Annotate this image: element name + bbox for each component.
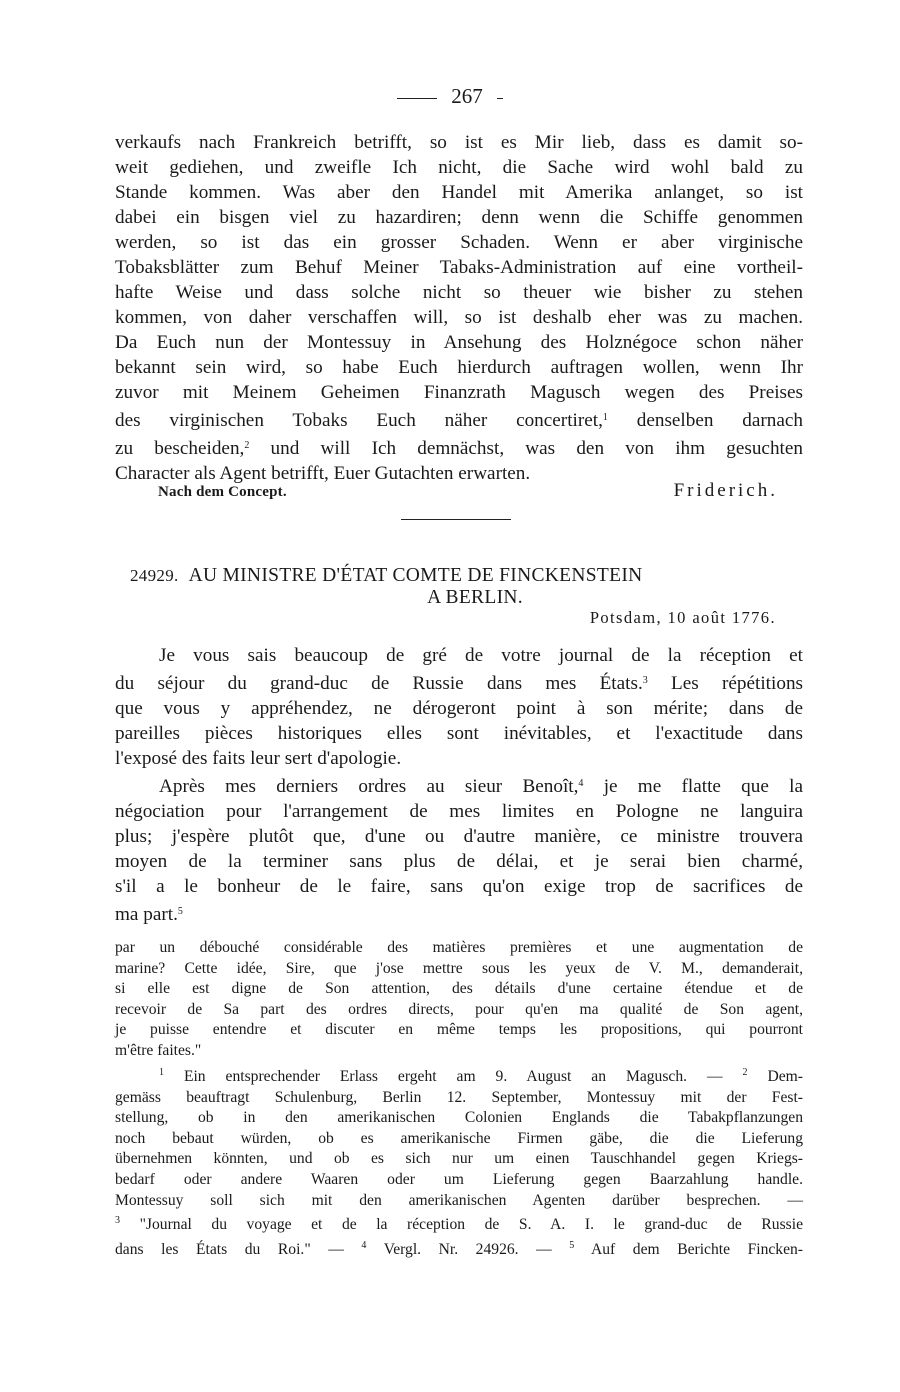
text-segment: und will Ich demnächst, was den von ihm gesuchten [270,438,803,459]
text-segment: Auf dem Berichte Fincken- [590,1240,803,1258]
text-line: weit gediehen, und zweifle Ich nicht, die Sache wird wohl bald zu [115,157,803,178]
text-segment: dans les États du Roi." — [115,1240,344,1258]
footnote-line: je puisse entendre et discuter en même temps les propositions, qui pourront [115,1021,803,1039]
footnote-line: noch bebaut würden, ob es amerikanische Firmen gäbe, die die Lieferung [115,1129,803,1147]
text-line: zuvor mit Meinem Geheimen Finanzrath Magusch wegen des Preises [115,382,803,403]
text-segment: "Journal du voyage et de la réception de S. A. I. le grand-duc de Russie [139,1216,803,1234]
letter-number: 24929. [130,566,179,585]
text-segment: des virginischen Tobaks Euch näher concertiret, [115,410,603,431]
footnote-marker: 1 [602,412,608,423]
text-line: werden, so ist das ein grosser Schaden. Wenn er aber virginische [115,232,803,253]
page-number: 267 [451,84,483,108]
text-line: plus; j'espère plutôt que, d'une ou d'autre manière, ce ministre trouvera [115,826,803,847]
letter-body [115,643,803,927]
footnote-line [115,1211,803,1236]
letter-continuation-text [115,130,803,486]
letter-title: AU MINISTRE D'ÉTAT COMTE DE FINCKENSTEIN [188,565,643,586]
text-segment: Vergl. Nr. 24926. — [383,1240,552,1258]
footnote-line: gemäss beauftragt Schulenburg, Berlin 12. September, Montessuy mit der Fest- [115,1088,803,1106]
text-segment: Après mes derniers ordres au sieur Benoît, [159,776,579,797]
footnote-marker: 3 [115,1215,120,1227]
text-line: bekannt sein wird, so habe Euch hierdurch auftragen wollen, wenn Ihr [115,357,803,378]
text-segment: Ein entsprechender Erlass ergeht am 9. August an Magusch. — [183,1068,723,1085]
text-line: verkaufs nach Frankreich betrifft, so ist es Mir lieb, dass es damit so- [115,132,803,153]
text-line: hafte Weise und dass solche nicht so theuer wie bisher zu stehen [115,282,803,303]
text-line: que vous y appréhendez, ne dérogeront point à son mérite; dans de [115,698,803,719]
text-line-with-footnote [115,405,803,433]
text-line: Da Euch nun der Montessuy in Ansehung des Holznégoce schon näher [115,332,803,353]
footnote-line: übernehmen könnten, und ob es sich nur um einen Tauschhandel gegen Kriegs- [115,1150,803,1168]
footnote-marker: 2 [244,440,250,451]
header-dash-left [397,98,437,99]
footnote-line [115,1236,803,1261]
text-line: l'exposé des faits leur sert d'apologie. [115,748,402,769]
footnote-marker: 5 [569,1239,575,1251]
text-line: Stande kommen. Was aber den Handel mit Amerika anlanget, so ist [115,182,803,203]
text-line-with-footnote [115,899,803,927]
footnote-marker: 3 [642,675,648,686]
footnote-line: m'être faites." [115,1041,202,1059]
text-segment: ma part. [115,904,178,925]
text-line: moyen de la terminer sans plus de délai, et je serai bien charmé, [115,851,803,872]
text-line: kommen, von daher verschaffen will, so ist deshalb eher was zu machen. [115,307,803,328]
section-divider [401,519,511,520]
page-header [0,84,900,109]
footnotes [115,1063,803,1260]
header-dash-right [497,98,503,99]
footnote-line: Montessuy soll sich mit den amerikanischen Agenten darüber besprechen. — [115,1191,803,1209]
footnote-marker: 5 [177,906,183,917]
text-line: Character als Agent betrifft, Euer Gutachten erwarten. [115,463,531,484]
footnote-marker: 4 [578,778,584,789]
footnote-marker: 4 [361,1239,367,1251]
footnote-line: stellung, ob in den amerikanischen Colonien Englands die Tabakpflanzungen [115,1109,803,1127]
text-segment: du séjour du grand-duc de Russie dans mes États. [115,673,643,694]
footnote-block-continued [115,938,803,1062]
text-line-with-footnote [115,433,803,461]
text-line: négociation pour l'arrangement de mes limites en Pologne ne languira [115,801,803,822]
signoff [158,480,778,501]
dateline: Potsdam, 10 août 1776. [589,608,776,627]
text-line: Tobaksblätter zum Behuf Meiner Tabaks-Administration auf eine vortheil- [115,257,803,278]
footnote-marker: 2 [742,1067,748,1078]
footnote-marker: 1 [159,1067,164,1078]
letter-heading [130,565,790,609]
text-line: s'il a le bonheur de le faire, sans qu'on exige trop de sacrifices de [115,876,803,897]
footnote-line: bedarf oder andere Waaren oder um Lieferung gegen Baarzahlung handle. [115,1170,803,1188]
text-line: dabei ein bisgen viel zu hazardiren; denn wenn die Schiffe genommen [115,207,803,228]
text-segment: je me flatte que la [603,776,803,797]
footnote-line: marine? Cette idée, Sire, que j'ose mettre sous les yeux de V. M., demanderait, [115,959,803,977]
footnote-line: par un débouché considérable des matières premières et une augmentation de [115,939,803,956]
text-line-with-footnote [115,771,803,799]
signature: Friderich. [673,480,778,501]
text-line-with-footnote [115,668,803,696]
text-segment: zu bescheiden, [115,438,245,459]
footnote-line: recevoir de Sa part des ordres directs, pour qu'en ma qualité de Son agent, [115,1000,803,1018]
text-segment: denselben darnach [636,410,804,431]
text-segment: Les répétitions [671,673,804,694]
source-note: Nach dem Concept. [158,484,287,500]
text-segment: Dem- [767,1068,803,1085]
letter-title-line2: A BERLIN. [427,587,523,608]
text-line: Je vous sais beaucoup de gré de votre journal de la réception et [159,645,803,666]
footnote-line: si elle est digne de Son attention, des détails d'une certaine étendue et de [115,980,803,998]
footnote-line [115,1063,803,1088]
text-line: pareilles pièces historiques elles sont inévitables, et l'exactitude dans [115,723,803,744]
